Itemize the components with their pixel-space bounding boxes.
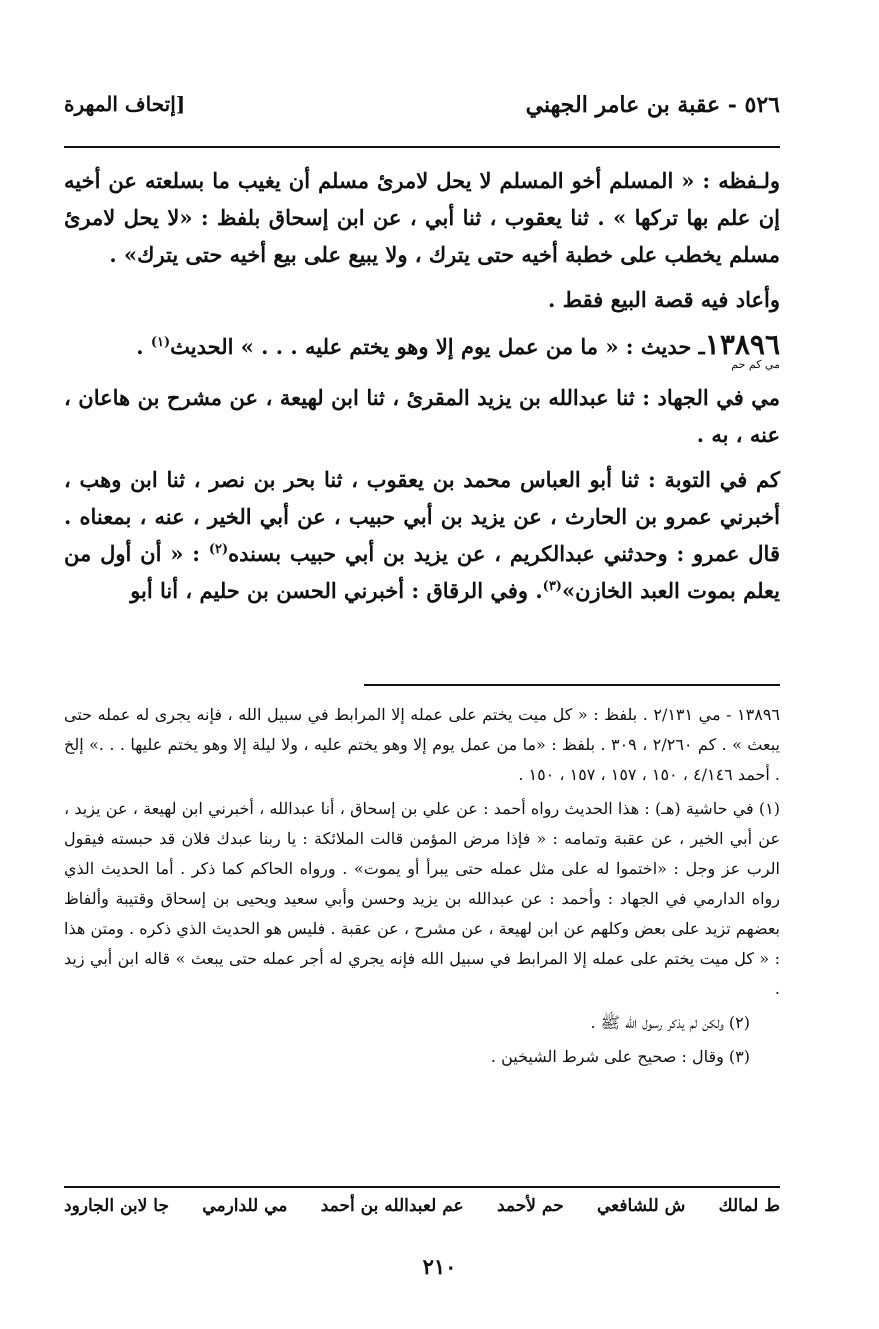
hadith-heading-end: . bbox=[136, 334, 151, 359]
page-number: ٢١٠ bbox=[422, 1254, 457, 1279]
footnote-ref-2: (٢) bbox=[208, 542, 229, 557]
header-chapter-title: ٥٢٦ - عقبة بن عامر الجهني bbox=[525, 92, 780, 118]
hadith-source-codes: مي كم حم bbox=[731, 358, 780, 371]
abbreviation-item: عم لعبدالله بن أحمد bbox=[320, 1196, 464, 1216]
paragraph-sale-note: وأعاد فيه قصة البيع فقط . bbox=[548, 287, 780, 312]
footnotes bbox=[64, 700, 780, 1076]
footnote-2: (٢) ولكن لم يذكر رسول الله ﷺ . bbox=[590, 1013, 750, 1032]
hakim-text-a: كم في التوبة : ثنا أبو العباس محمد بن يعقوب ، ثنا بحر بن نصر ، ثنا ابن وهب ، أخبرني عمرو بن الحارث ، عن يزيد بن أبي حبيب ، عن أبي الخير ، عنه ، بمعناه . قال عمرو : وحدثني عبدالكريم ، عن يزيد بن أبي حبيب بسنده bbox=[64, 467, 780, 566]
footnote-ref-1: (١) bbox=[150, 335, 171, 350]
page-header bbox=[64, 92, 780, 128]
paragraph-darimi: مي في الجهاد : ثنا عبدالله بن يزيد المقرئ ، ثنا ابن لهيعة ، عن مشرح بن هاعان ، عنه ، به . bbox=[64, 385, 780, 447]
paragraph-wording: ولـفظه : « المسلم أخو المسلم لا يحل لامرئ مسلم أن يغيب ما بسلعته عن أخيه إن علم بها تركها » . ثنا يعقوب ، ثنا أبي ، عن ابن إسحاق بلفظ : «لا يحل لامرئ مسلم يخطب على خطبة أخيه حتى يترك ، ولا يبيع على بيع أخيه حتى يترك» . bbox=[64, 168, 780, 267]
hakim-text-b: : « أن أول من يعلم بموت العبد الخازن» bbox=[64, 541, 780, 603]
abbreviations-divider bbox=[64, 1186, 780, 1188]
header-book-title: [إتحاف المهرة bbox=[64, 92, 186, 116]
abbreviation-item: ط لمالك bbox=[718, 1196, 780, 1216]
abbreviation-item: حم لأحمد bbox=[497, 1196, 564, 1216]
paragraph-hakim bbox=[64, 461, 780, 609]
footnote-sources: ١٣٨٩٦ - مي ٢/١٣١ . بلفظ : « كل ميت يختم على عمله إلا المرابط في سبيل الله ، فإنه يجرى له عمله حتى يبعث » . كم ٢/٢٦٠ ، ٣٠٩ . بلفظ : «ما من عمل يوم إلا وهو يختم عليه ، ولا ليلة إلا وهو يختم عليها . . .» إلخ . أحمد ٤/١٤٦ ، ١٥٠ ، ١٥٧ ، ١٥٧ ، ١٥٠ . bbox=[64, 705, 780, 784]
abbreviations-key bbox=[64, 1196, 780, 1216]
footnote-ref-3: (٣) bbox=[542, 579, 562, 594]
hadith-heading bbox=[64, 326, 780, 371]
footnote-divider bbox=[364, 684, 780, 686]
abbreviation-item: مي للدارمي bbox=[202, 1196, 288, 1216]
abbreviation-item: ش للشافعي bbox=[597, 1196, 686, 1216]
hadith-number: ١٣٨٩٦ bbox=[704, 328, 780, 361]
abbreviation-item: جا لابن الجارود bbox=[64, 1196, 169, 1216]
footnote-1: (١) في حاشية (هـ) : هذا الحديث رواه أحمد : عن علي بن إسحاق ، أنا عبدالله ، أخبرني ابن لهيعة ، عن يزيد ، عن أبي الخير ، عن عقبة وتمامه : « فإذا مرض المؤمن قالت الملائكة : يا ربنا عبدك فلان قد حبسته فيقول الرب عز وجل : «اختموا له على مثل عمله حتى يبرأ أو يموت» . ورواه الحاكم كما ذكر . أما الحديث الذي رواه الدارمي في الجهاد : وأحمد : عن عبدالله بن يزيد وحسن وأبي سعيد ويحيى بن إسحاق وقتيبة وألفاظ بعضهم تزيد على بعض وكلهم عن ابن لهيعة ، عن مشرح ، عن عقبة . فليس هو الحديث الذي ذكره . ومتن هذا : « كل ميت يختم على عمله إلا المرابط في سبيل الله فإنه يجري له أجر عمله حتى يبعث » قاله ابن أبي زيد . bbox=[64, 799, 780, 998]
header-divider bbox=[64, 146, 780, 148]
main-text bbox=[64, 162, 780, 617]
footnote-3: (٣) وقال : صحيح على شرط الشيخين . bbox=[490, 1047, 750, 1066]
hakim-text-c: . وفي الرقاق : أخبرني الحسن بن حليم ، أنا أبو bbox=[130, 578, 543, 603]
hadith-title: ـ حديث : « ما من عمل يوم إلا وهو يختم عليه . . . » الحديث bbox=[170, 334, 705, 359]
